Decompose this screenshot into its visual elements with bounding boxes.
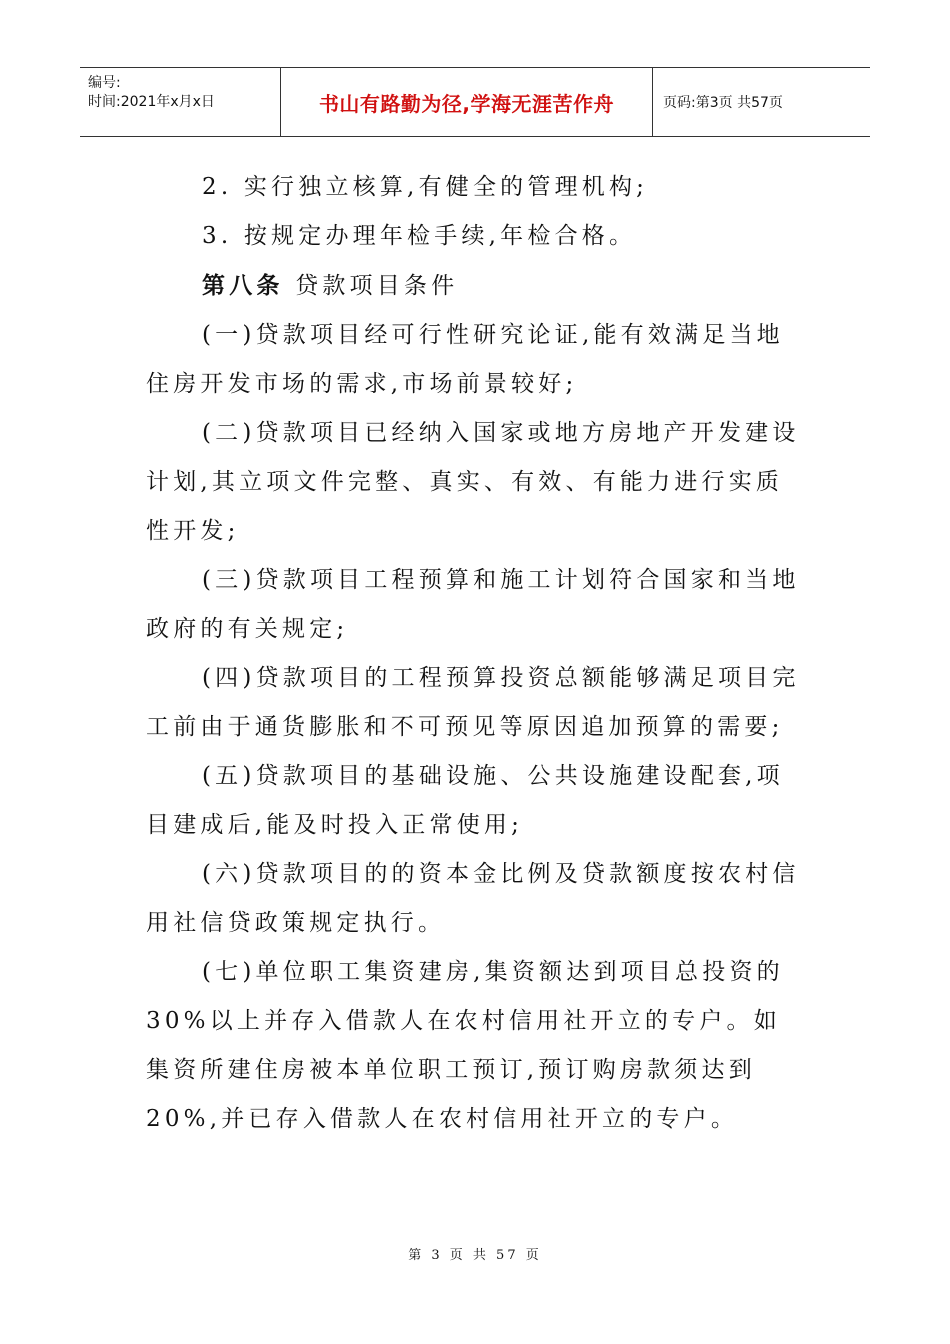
header-page-info <box>653 68 870 136</box>
document-header <box>80 67 870 137</box>
number-label: 编号: <box>88 75 121 91</box>
page-footer: 第 3 页 共 57 页 <box>408 1248 542 1263</box>
article-title: 贷款项目条件 <box>283 273 459 299</box>
motto-text: 书山有路勤为径,学海无涯苦作舟 <box>318 91 615 116</box>
paragraph: (一)贷款项目经可行性研究论证,能有效满足当地住房开发市场的需求,市场前景较好; <box>146 322 784 397</box>
article-number: 第八条 <box>202 272 284 299</box>
header-meta <box>80 68 281 136</box>
paragraph: (二)贷款项目已经纳入国家或地方房地产开发建设计划,其立项文件完整、真实、有效、有能力进行实质性开发; <box>146 420 800 544</box>
paragraph: (三)贷款项目工程预算和施工计划符合国家和当地政府的有关规定; <box>146 567 800 642</box>
document-body <box>146 163 806 1144</box>
paragraph: (六)贷款项目的的资本金比例及贷款额度按农村信用社信贷政策规定执行。 <box>146 861 800 936</box>
article-heading <box>146 261 806 311</box>
paragraph: (五)贷款项目的基础设施、公共设施建设配套,项目建成后,能及时投入正常使用; <box>146 763 784 838</box>
page-info-text: 页码:第3页 共57页 <box>663 95 783 111</box>
paragraph: (七)单位职工集资建房,集资额达到项目总投资的30%以上并存入借款人在农村信用社开立的专户。如集资所建住房被本单位职工预订,预订购房款须达到20%,并已存入借款人在农村信用社开立的专户。 <box>146 959 784 1132</box>
header-motto-cell <box>281 68 653 136</box>
paragraph: 3. 按规定办理年检手续,年检合格。 <box>202 223 637 249</box>
date-label: 时间:2021年x月x日 <box>88 94 215 110</box>
paragraph: 2. 实行独立核算,有健全的管理机构; <box>202 174 649 200</box>
paragraph: (四)贷款项目的工程预算投资总额能够满足项目完工前由于通货膨胀和不可预见等原因追加预算的需要; <box>146 665 800 740</box>
